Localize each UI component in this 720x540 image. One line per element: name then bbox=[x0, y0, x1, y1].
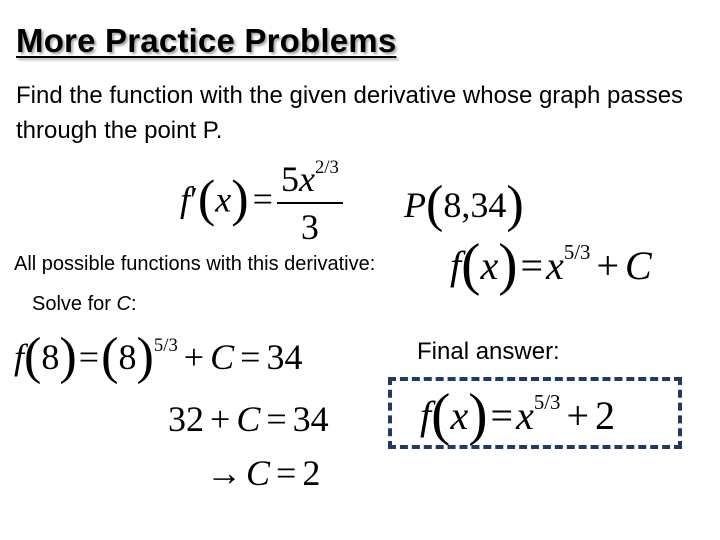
exponent: 5/3 bbox=[153, 335, 178, 357]
argument: 8 bbox=[41, 337, 60, 377]
function-symbol: f bbox=[14, 337, 25, 377]
variable-x: x bbox=[480, 243, 499, 288]
general-equation: $f(x)=x^{5/3} + C$ bbox=[450, 231, 652, 297]
numerator-exponent: 2/3 bbox=[314, 157, 339, 179]
equals-sign: = bbox=[240, 337, 261, 377]
function-symbol: f bbox=[180, 179, 191, 220]
arrow-icon: → bbox=[206, 453, 242, 493]
fraction-bar bbox=[277, 202, 343, 204]
equals-sign: = bbox=[520, 243, 544, 288]
denominator: 3 bbox=[300, 207, 319, 247]
plus-sign: + bbox=[183, 337, 205, 377]
right-hand-side: 34 bbox=[266, 337, 303, 377]
equals-sign: = bbox=[78, 337, 100, 377]
solve-label-prefix: Solve for bbox=[32, 293, 117, 315]
plus-sign: + bbox=[210, 399, 231, 439]
instructions-text: Find the function with the given derivative whose graph passes through the point P. bbox=[16, 82, 684, 144]
constant-c: C bbox=[246, 453, 271, 493]
solution-step-2 bbox=[168, 398, 329, 440]
solve-label bbox=[32, 293, 137, 316]
solution-step-3 bbox=[206, 452, 320, 494]
variable-x: x bbox=[546, 243, 564, 288]
variable-x: x bbox=[450, 393, 469, 438]
general-label: All possible functions with this derivative: bbox=[14, 253, 376, 275]
derivative-equation: f′(x) = $\frac{5x^{2/3}}{3}$ bbox=[180, 158, 343, 248]
point-name: P bbox=[404, 185, 426, 225]
function-symbol: f bbox=[420, 393, 432, 438]
left-value: 32 bbox=[168, 399, 204, 439]
numerator-coefficient: 5 bbox=[280, 159, 299, 199]
constant-c: C bbox=[236, 399, 261, 439]
plus-sign: + bbox=[596, 243, 620, 288]
right-hand-side: 34 bbox=[292, 399, 329, 439]
solution-step-1: $f(8)=(8)^{5/3} + C = 34$ bbox=[14, 327, 303, 386]
variable-x: x bbox=[516, 393, 534, 438]
equals-sign: = bbox=[276, 453, 297, 493]
slide-title: More Practice Problems bbox=[16, 22, 397, 59]
numerator-variable: x bbox=[298, 159, 315, 199]
solve-label-suffix: : bbox=[130, 293, 137, 315]
plus-sign: + bbox=[566, 393, 590, 438]
solve-label-variable: C bbox=[116, 293, 131, 315]
equals-sign: = bbox=[266, 399, 287, 439]
point-p: P(8,34) bbox=[404, 175, 524, 234]
equals-sign: = bbox=[490, 393, 514, 438]
constant-value: 2 bbox=[302, 453, 321, 493]
final-answer-label: Final answer: bbox=[417, 338, 560, 365]
prime-symbol: ′ bbox=[190, 179, 198, 220]
variable-x: x bbox=[215, 179, 232, 220]
point-y: 34 bbox=[470, 185, 507, 225]
point-x: 8 bbox=[443, 185, 462, 225]
constant-value: 2 bbox=[595, 393, 616, 438]
function-symbol: f bbox=[450, 243, 462, 288]
constant-c: C bbox=[625, 243, 652, 288]
constant-c: C bbox=[210, 337, 235, 377]
derivative-fraction bbox=[277, 158, 343, 248]
exponent: 5/3 bbox=[533, 391, 561, 415]
equals-sign: = bbox=[252, 179, 273, 220]
exponent: 5/3 bbox=[563, 241, 591, 265]
final-answer-equation: $f(x)=x^{5/3} + 2$ bbox=[420, 381, 616, 447]
base: 8 bbox=[118, 337, 137, 377]
